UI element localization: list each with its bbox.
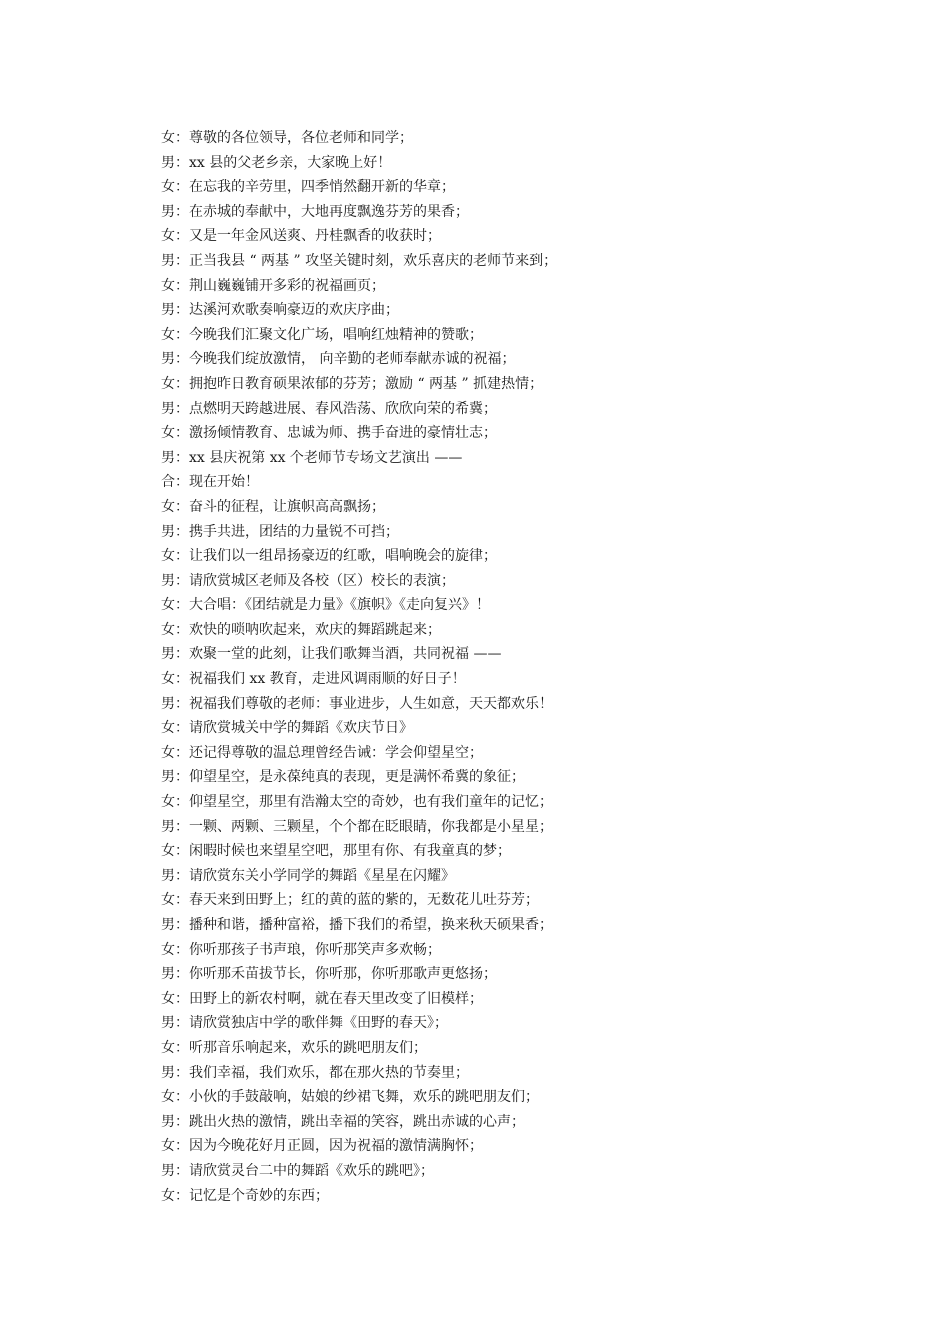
dialogue-line: 男：一颗、两颗、三颗星，个个都在眨眼睛，你我都是小星星；	[161, 818, 553, 835]
dialogue-line: 女：闲暇时候也来望星空吧，那里有你、有我童真的梦；	[161, 843, 511, 860]
dialogue-line: 男：达溪河欢歌奏响豪迈的欢庆序曲；	[161, 302, 399, 319]
dialogue-line: 女：大合唱：《团结就是力量》《旗帜》《走向复兴》！	[161, 597, 490, 614]
dialogue-line: 女：记忆是个奇妙的东西；	[161, 1187, 329, 1204]
dialogue-line: 男：点燃明天跨越进展、春风浩荡、欣欣向荣的希冀；	[161, 400, 497, 417]
dialogue-line: 男：欢聚一堂的此刻，让我们歌舞当酒，共同祝福 ——	[161, 646, 502, 663]
dialogue-line: 女：拥抱昨日教育硕果浓郁的芬芳；激励 “ 两基 ” 抓建热情；	[161, 375, 544, 392]
dialogue-line: 男：请欣赏灵台二中的舞蹈《欢乐的跳吧》；	[161, 1162, 434, 1179]
dialogue-line: 女：小伙的手鼓敲响，姑娘的纱裙飞舞，欢乐的跳吧朋友们；	[161, 1089, 539, 1106]
dialogue-line: 女：在忘我的辛劳里，四季悄然翻开新的华章；	[161, 179, 455, 196]
dialogue-line: 男：我们幸福，我们欢乐，都在那火热的节奏里；	[161, 1064, 469, 1081]
dialogue-line: 男：今晚我们绽放激情， 向辛勤的老师奉献赤诚的祝福；	[161, 351, 516, 368]
dialogue-line: 女：请欣赏城关中学的舞蹈《欢庆节日》	[161, 720, 413, 737]
dialogue-line: 女：你听那孩子书声琅，你听那笑声多欢畅；	[161, 941, 441, 958]
dialogue-line: 男：跳出火热的激情，跳出幸福的笑容，跳出赤诚的心声；	[161, 1113, 525, 1130]
dialogue-line: 男：仰望星空，是永葆纯真的表现，更是满怀希冀的象征；	[161, 769, 525, 786]
dialogue-line: 男：播种和谐，播种富裕，播下我们的希望，换来秋天硕果香；	[161, 917, 553, 933]
dialogue-line: 男：xx 县庆祝第 xx 个老师节专场文艺演出 ——	[161, 449, 463, 466]
dialogue-line: 女：听那音乐响起来，欢乐的跳吧朋友们；	[161, 1039, 427, 1056]
dialogue-line: 女：田野上的新农村啊，就在春天里改变了旧模样；	[161, 990, 483, 1007]
dialogue-line: 女：因为今晚花好月正圆，因为祝福的激情满胸怀；	[161, 1138, 483, 1155]
dialogue-line: 男：你听那禾苗拔节长，你听那，你听那歌声更悠扬；	[161, 966, 497, 983]
dialogue-line: 男：携手共进，团结的力量锐不可挡；	[161, 523, 399, 540]
dialogue-line: 男：正当我县 “ 两基 ” 攻坚关键时刻，欢乐喜庆的老师节来到；	[161, 252, 558, 269]
dialogue-line: 女：仰望星空，那里有浩瀚太空的奇妙，也有我们童年的记忆；	[161, 794, 553, 811]
dialogue-line: 女：奋斗的征程，让旗帜高高飘扬；	[161, 498, 385, 515]
dialogue-script	[161, 126, 881, 1208]
dialogue-line: 女：激扬倾情教育、忠诚为师、携手奋进的豪情壮志；	[161, 425, 497, 442]
dialogue-line: 女：又是一年金风送爽、丹桂飘香的收获时；	[161, 228, 441, 245]
dialogue-line: 男：在赤城的奉献中，大地再度飘逸芬芳的果香；	[161, 203, 469, 220]
dialogue-line: 男：祝福我们尊敬的老师：事业进步，人生如意，天天都欢乐！	[161, 695, 553, 712]
dialogue-line: 女：让我们以一组昂扬豪迈的红歌，唱响晚会的旋律；	[161, 548, 497, 565]
dialogue-line: 女：春天来到田野上；红的黄的蓝的紫的，无数花儿吐芬芳；	[161, 892, 539, 909]
dialogue-line: 男：请欣赏城区老师及各校（区）校长的表演；	[161, 572, 455, 589]
dialogue-line: 女：祝福我们 xx 教育，走进风调雨顺的好日子！	[161, 671, 466, 688]
dialogue-line: 女：今晚我们汇聚文化广场，唱响红烛精神的赞歌；	[161, 326, 483, 343]
dialogue-line: 女：欢快的唢呐吹起来，欢庆的舞蹈跳起来；	[161, 621, 441, 638]
dialogue-line: 男：请欣赏东关小学同学的舞蹈《星星在闪耀》	[161, 867, 455, 884]
dialogue-line: 女：尊敬的各位领导，各位老师和同学；	[161, 130, 413, 146]
dialogue-line: 男：xx 县的父老乡亲，大家晚上好！	[161, 154, 392, 171]
dialogue-line: 女：荆山巍巍铺开多彩的祝福画页；	[161, 277, 385, 294]
dialogue-line: 女：还记得尊敬的温总理曾经告诫：学会仰望星空；	[161, 744, 483, 761]
dialogue-line: 合：现在开始！	[161, 474, 259, 491]
dialogue-line: 男：请欣赏独店中学的歌伴舞《田野的春天》；	[161, 1015, 448, 1032]
